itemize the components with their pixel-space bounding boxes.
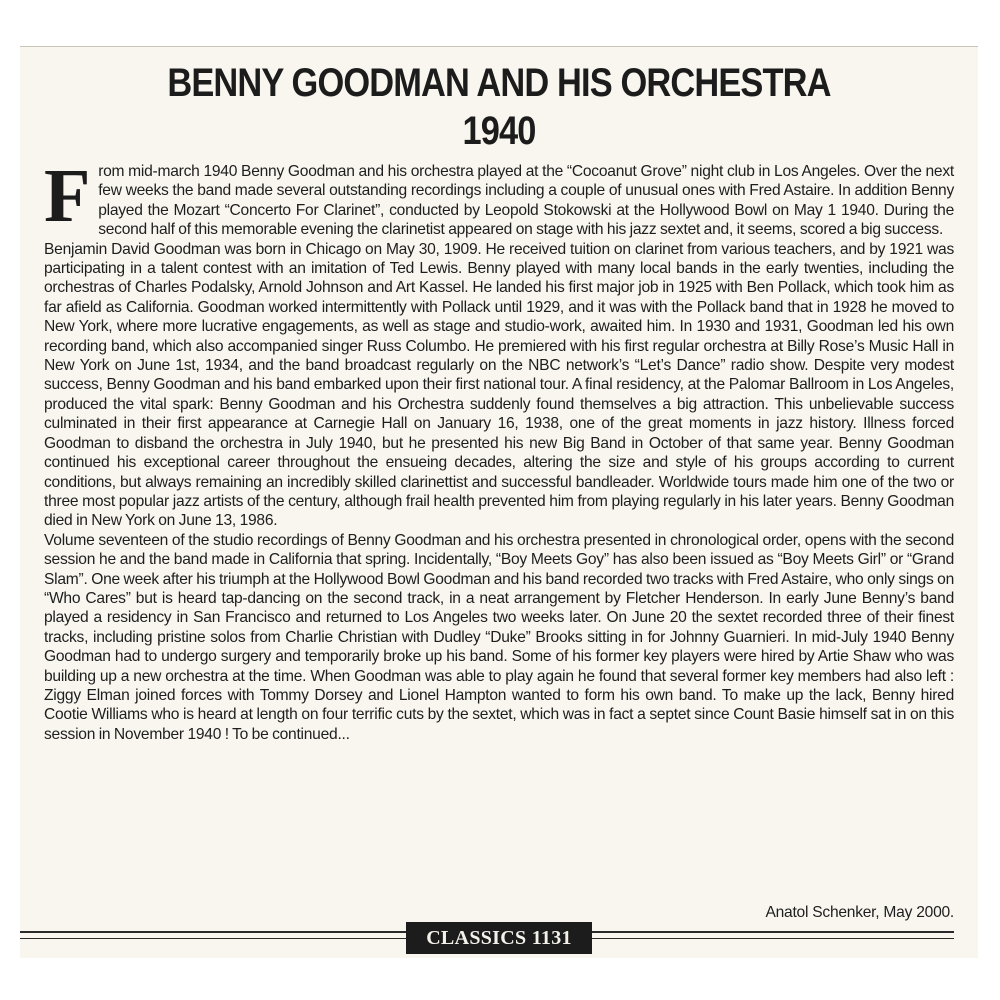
footer-divider-left [20, 931, 406, 933]
author-signature: Anatol Schenker, May 2000. [765, 904, 954, 921]
paragraph-intro-text: rom mid-march 1940 Benny Goodman and his orchestra played at the “Cocoanut Grove” night club in Los Angeles. Over the next few weeks the band made several outstanding recordings including a couple of unusual ones with Fred Astaire. In addition Benny played the Mozart “Concerto For Clarinet”, conducted by Leopold Stokowski at the Hollywood Bowl on May 1 1940. During the second half of this memorable evening the clarinetist appeared on stage with his jazz sextet and, it seems, scored a big success. [98, 163, 954, 239]
top-divider [20, 46, 978, 47]
page-title-year: 1940 [462, 109, 536, 153]
paragraph-intro [44, 154, 954, 240]
footer-divider-left-thin [20, 938, 406, 939]
article-body [44, 154, 954, 744]
footer-divider-right-thin [592, 938, 954, 939]
page-title: BENNY GOODMAN AND HIS ORCHESTRA [167, 61, 831, 105]
paragraph-biography: Benjamin David Goodman was born in Chicago on May 30, 1909. He received tuition on clarinet from various teachers, and by 1921 was participating in a talent contest with an imitation of Ted Lewis. Benny played with many local bands in the early twenties, including the orchestras of Charles Podalsky, Arnold Johnson and Art Kassel. He landed his first major job in 1925 with Ben Pollack, which took him as far afield as California. Goodman worked intermittently with Pollack until 1929, and it was with the Pollack band that in 1928 he moved to New York, where more lucrative engagements, as well as stage and studio-work, awaited him. In 1930 and 1931, Goodman led his own recording band, which also accompanied singer Russ Columbo. He premiered with his first regular orchestra at Billy Rose’s Music Hall in New York on June 1st, 1934, and the band broadcast regularly on the NBC network’s “Let’s Dance” radio show. Despite very modest success, Benny Goodman and his band embarked upon their first national tour. A final residency, at the Palomar Ballroom in Los Angeles, produced the vital spark: Benny Goodman and his Orchestra suddenly found themselves a big attraction. This unbelievable success culminated in their first appearance at Carnegie Hall on January 16, 1938, one of the great moments in jazz history. Illness forced Goodman to disband the orchestra in July 1940, but he presented his new Big Band in October of that same year. Benny Goodman continued his exceptional career throughout the ensueing decades, altering the size and style of his groups according to current conditions, but always remaining an incredibly skilled clarinettist and successful bandleader. Worldwide tours made him one of the two or three most popular jazz artists of the century, although frail health prevented him from playing regularly in his later years. Benny Goodman died in New York on June 13, 1986. [44, 240, 954, 530]
drop-cap: F [44, 154, 91, 238]
catalog-badge: CLASSICS 1131 [406, 922, 592, 954]
paragraph-volume: Volume seventeen of the studio recordings of Benny Goodman and his orchestra presented in chronological order, opens with the second session he and the band made in California that spring. Incidentally, “Boy Meets Goy” has also been issued as “Boy Meets Girl” or “Grand Slam”. One week after his triumph at the Hollywood Bowl Goodman and his band recorded two tracks with Fred Astaire, who only sings on “Who Cares” but is heard tap-dancing on the second track, in a neat arrangement by Fletcher Henderson. In early June Benny’s band played a residency in San Francisco and returned to Los Angeles two weeks later. On June 20 the sextet recorded three of their finest tracks, including pristine solos from Charlie Christian with Dudley “Duke” Brooks sitting in for Johnny Guarnieri. In mid-July 1940 Benny Goodman had to undergo surgery and temporarily broke up his band. Some of his former key players were hired by Artie Shaw who was building up a new orchestra at the time. When Goodman was able to play again he found that several former key members had also left : Ziggy Elman joined forces with Tommy Dorsey and Lionel Hampton wanted to form his own band. To make up the lack, Benny hired Cootie Williams who is heard at length on four terrific cuts by the sextet, which was in fact a septet since Count Basie himself sat in on this session in November 1940 ! To be continued... [44, 531, 954, 743]
footer-divider-right [592, 931, 954, 933]
